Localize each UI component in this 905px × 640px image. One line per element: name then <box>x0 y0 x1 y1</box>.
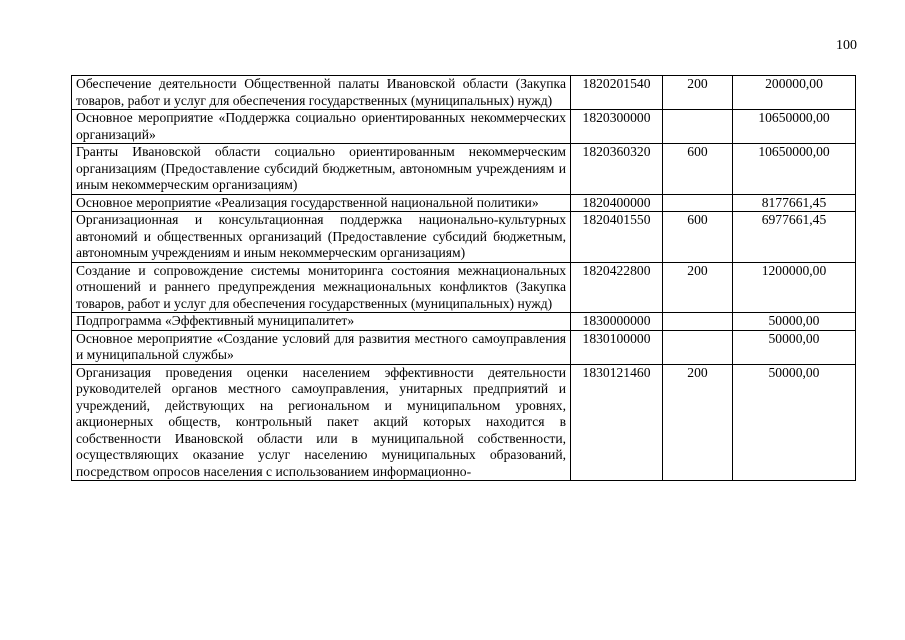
table-row <box>72 262 856 313</box>
row-target-code: 1820360320 <box>571 144 663 195</box>
row-description: Обеспечение деятельности Общественной палаты Ивановской области (Закупка товаров, работ и услуг для обеспечения государственных (муниципальных) нужд) <box>72 76 571 110</box>
row-expense-type: 200 <box>663 76 733 110</box>
row-target-code: 1820401550 <box>571 212 663 263</box>
table-row <box>72 110 856 144</box>
page-number: 100 <box>836 38 857 53</box>
table-row <box>72 313 856 331</box>
row-amount: 10650000,00 <box>733 144 856 195</box>
row-description: Организационная и консультационная поддержка национально-культурных автономий и общественных организаций (Предоставление субсидий бюджетным, автономным учреждениям и иным некоммерческим организациям) <box>72 212 571 263</box>
row-target-code: 1820201540 <box>571 76 663 110</box>
row-amount: 50000,00 <box>733 313 856 331</box>
row-amount: 1200000,00 <box>733 262 856 313</box>
row-target-code: 1830100000 <box>571 330 663 364</box>
row-expense-type: 200 <box>663 364 733 481</box>
row-amount: 10650000,00 <box>733 110 856 144</box>
row-expense-type: 600 <box>663 144 733 195</box>
row-amount: 200000,00 <box>733 76 856 110</box>
row-description: Основное мероприятие «Реализация государственной национальной политики» <box>72 194 571 212</box>
row-target-code: 1820300000 <box>571 110 663 144</box>
row-expense-type <box>663 110 733 144</box>
row-expense-type <box>663 194 733 212</box>
table-row <box>72 212 856 263</box>
row-target-code: 1830000000 <box>571 313 663 331</box>
row-target-code: 1820400000 <box>571 194 663 212</box>
row-amount: 8177661,45 <box>733 194 856 212</box>
row-amount: 50000,00 <box>733 364 856 481</box>
table-row <box>72 330 856 364</box>
table-row <box>72 76 856 110</box>
budget-table <box>71 75 856 481</box>
row-expense-type <box>663 313 733 331</box>
row-target-code: 1830121460 <box>571 364 663 481</box>
row-amount: 50000,00 <box>733 330 856 364</box>
table-row <box>72 194 856 212</box>
row-expense-type: 600 <box>663 212 733 263</box>
row-description: Основное мероприятие «Поддержка социально ориентированных некоммерческих организаций» <box>72 110 571 144</box>
row-target-code: 1820422800 <box>571 262 663 313</box>
table-row <box>72 364 856 481</box>
row-description: Создание и сопровождение системы мониторинга состояния межнациональных отношений и раннего предупреждения межнациональных конфликтов (Закупка товаров, работ и услуг для обеспечения государственных (муниципальных) нужд) <box>72 262 571 313</box>
row-expense-type: 200 <box>663 262 733 313</box>
row-description: Подпрограмма «Эффективный муниципалитет» <box>72 313 571 331</box>
row-description: Гранты Ивановской области социально ориентированным некоммерческим организациям (Предоставление субсидий бюджетным, автономным учреждениям и иным некоммерческим организациям) <box>72 144 571 195</box>
row-expense-type <box>663 330 733 364</box>
table-row <box>72 144 856 195</box>
row-description: Основное мероприятие «Создание условий для развития местного самоуправления и муниципальной службы» <box>72 330 571 364</box>
row-amount: 6977661,45 <box>733 212 856 263</box>
row-description: Организация проведения оценки населением эффективности деятельности руководителей органов местного самоуправления, унитарных предприятий и учреждений, действующих на региональном и муниципальном уровнях, акционерных обществ, контрольный пакет акций которых находится в собственности Ивановской области или в муниципальной собственности, осуществляющих оказание услуг населению муниципальных образований, посредством опросов населения с использованием информационно- <box>72 364 571 481</box>
